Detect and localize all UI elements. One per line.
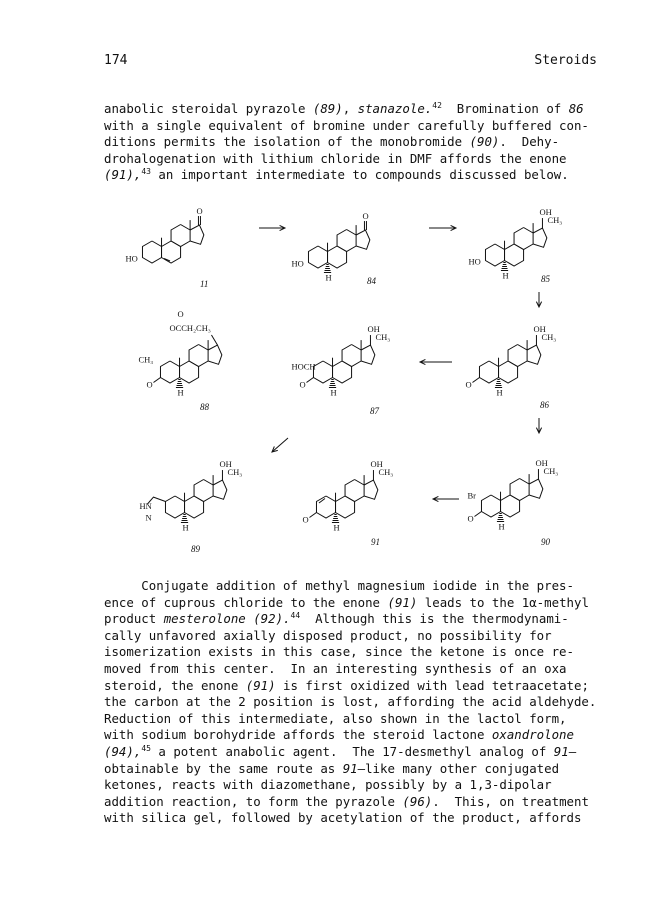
text-line [104,711,604,728]
compound-number: 11 [200,279,209,289]
ring-d [356,230,370,249]
hydroxyl-label: OH [219,459,232,470]
text-line [104,611,604,628]
methyl-label: CH₃ [543,466,559,477]
text-run: 91 [342,760,358,776]
text-run: the carbon at the 2 position is lost, affording the acid aldehyde. [104,694,597,710]
ring-a [160,361,179,383]
hydrogen-label: H [182,522,189,533]
compound-85 [468,207,562,284]
text-run: 44 [290,611,301,621]
oxygen-label: O [302,514,309,525]
text-run: cally unfavored axially disposed product, no possibility for [104,627,552,643]
text-run: a potent anabolic agent. The 17-desmethyl analog of [150,743,554,759]
ring-a [308,246,327,268]
hydroxyl-label: OH [370,459,383,470]
text-run: with sodium borohydride affords the steroid lactone [104,727,492,743]
text-line [104,777,604,794]
arrow-90-to-91 [433,496,459,501]
methyl-label: CH₃ [227,467,243,478]
hydrogen-label: H [496,387,503,398]
ring-d [533,228,547,247]
oxygen-label: O [465,379,472,390]
text-run: ditions permits the isolation of the monobromide [104,134,470,150]
arrow-86-to-87 [420,359,452,364]
oxygen-label: O [146,379,153,390]
methyl-label: CH₃ [138,354,154,365]
text-run: with a single equivalent of bromine under carefully buffered con- [104,117,589,133]
hydrogen-label: H [330,387,337,398]
text-run: drohalogenation with lithium chloride in DMF affords the enone [104,150,567,166]
carbonyl-bond [309,513,316,518]
hydrogen-label: H [333,522,340,533]
compound-number: 88 [200,402,209,412]
arrow-11-to-84 [259,225,285,230]
ring-a [316,496,335,518]
ring-c [510,479,529,501]
ring-c [189,345,208,367]
text-run: (91) [245,677,276,693]
text-run: steroid, the enone [104,677,246,693]
text-run: Conjugate addition of methyl magnesium iodide in the pres- [104,578,574,593]
text-run: ketones, reacts with diazomethane, possibly by a 1,3-dipolar [104,777,552,793]
ring-a [485,244,504,266]
compound-86 [465,324,556,410]
ring-c [337,230,356,252]
text-run: (90) [469,134,500,150]
ring-c [194,480,213,502]
text-run: moved from this center. In an interesting synthesis of an oxa [104,660,567,676]
hydroxyl-label: HO [291,258,304,269]
compound-88 [138,309,221,412]
arrow-87-to-89 [272,438,288,452]
compound-91 [302,459,393,547]
ring-c [514,228,533,250]
ring-d [361,345,375,364]
text-line [104,578,604,595]
hydroxyl-label: HO [468,256,481,267]
text-run: an important intermediate to compounds discussed below. [150,167,569,183]
compound-number: 90 [541,537,550,547]
ring-a [313,361,332,383]
hydrogen-label: H [325,272,332,283]
ester-bond [211,335,217,345]
hydroxymethylene-label: HOCH [291,361,316,372]
text-run: leads to the 1α-methyl [417,594,589,610]
compound-number: 91 [371,537,380,547]
carbonyl-bond [306,378,313,383]
compound-number: 87 [370,406,379,416]
text-run: Although this is the thermodynami- [300,611,569,627]
oxygen-label: O [299,379,306,390]
compound-number: 89 [191,544,200,554]
text-run: is first oxidized with lead tetraacetate; [275,677,589,693]
nitrogen-label: N [145,512,152,523]
ring-a [165,496,184,518]
compound-90 [467,458,558,547]
nitrogen-label: HN [139,501,152,511]
arrow-85-to-86 [536,292,541,307]
oxygen-label: O [467,513,474,524]
text-line [104,595,604,612]
text-line [104,727,604,744]
ring-c [342,345,361,367]
text-run: anabolic steroidal pyrazole [104,101,313,116]
hydroxyl-label: OH [533,324,546,335]
text-run: mesterolone (92). [163,611,291,627]
oxygen-label: O [177,309,184,320]
ring-d [527,345,541,364]
text-line [104,661,604,678]
methyl-label: CH₃ [547,215,563,226]
hydrogen-label: H [177,387,184,398]
carbonyl-bond [472,378,479,383]
compound-number: 84 [367,276,376,286]
methyl-label: CH₃ [375,332,391,343]
bromine-label: Br [467,490,476,501]
hydrogen-label: H [502,270,509,281]
ring-a [142,241,161,263]
arrow-86-to-90 [536,418,541,433]
text-line [104,761,604,778]
ring-c [171,225,190,247]
text-run: —like many other conjugated [357,760,560,776]
arrow-84-to-85 [429,225,456,230]
text-run: (94), [104,743,142,759]
text-run: stanazole. [357,101,433,116]
text-run: addition reaction, to form the pyrazole [104,793,403,809]
ring-d [213,480,227,499]
paragraph-discussion [104,578,604,827]
text-run: . Dehy- [499,134,560,150]
text-run: , [342,101,358,116]
carbonyl-bond [153,378,160,383]
oxygen-label: O [362,211,369,222]
text-line [104,678,604,695]
text-run: oxandrolone [491,727,574,743]
methyl-label: CH₃ [541,332,557,343]
running-title: Steroids [534,53,597,68]
carbonyl-bond [474,512,481,517]
ring-d [208,345,222,364]
text-run: (91) [387,594,418,610]
ester-label: OCCH₂CH₃ [169,323,211,334]
hydroxyl-label: OH [535,458,548,469]
oxygen-label: O [196,206,203,217]
text-run: 45 [141,743,151,753]
ring-a [479,361,498,383]
hydroxyl-label: OH [367,324,380,335]
ring-d [529,479,543,498]
text-run: . This, on treatment [432,793,589,809]
text-run: obtainable by the same route as [104,760,343,776]
text-run: 42 [432,101,442,110]
text-line [104,628,604,645]
ring-c [508,345,527,367]
ring-d [364,480,378,499]
hydroxyl-label: OH [539,207,552,218]
compound-84 [291,211,376,286]
text-run: ence of cuprous chloride to the enone [104,594,388,610]
text-line [104,794,604,811]
text-run: 86 [568,101,584,116]
methyl-label: CH₃ [378,467,394,478]
compound-number: 85 [541,274,550,284]
ring-a [481,495,500,517]
compound-11 [125,206,208,289]
compound-number: 86 [540,400,549,410]
text-line [104,644,604,661]
text-run: Reduction of this intermediate, also shown in the lactol form, [104,710,567,726]
hydrogen-label: H [498,521,505,532]
text-line [104,810,604,827]
text-run: (89) [312,101,343,116]
text-line [104,694,604,711]
ring-c [345,480,364,502]
compound-87 [291,324,390,416]
text-run: product [104,611,164,627]
text-run: isomerization exists in this case, since the ketone is once re- [104,644,574,660]
text-line [104,744,604,761]
page-number: 174 [104,53,128,68]
text-run: Bromination of [441,101,569,116]
text-run: (96) [402,793,433,809]
ring-d [190,225,204,244]
text-run: with silica gel, followed by acetylation of the product, affords [104,810,582,826]
text-run: (91), [104,167,142,183]
compound-89 [139,459,242,554]
text-run: — [568,743,577,759]
text-run: 91 [553,743,569,759]
text-run: 43 [141,167,151,177]
hydroxyl-label: HO [125,253,138,264]
